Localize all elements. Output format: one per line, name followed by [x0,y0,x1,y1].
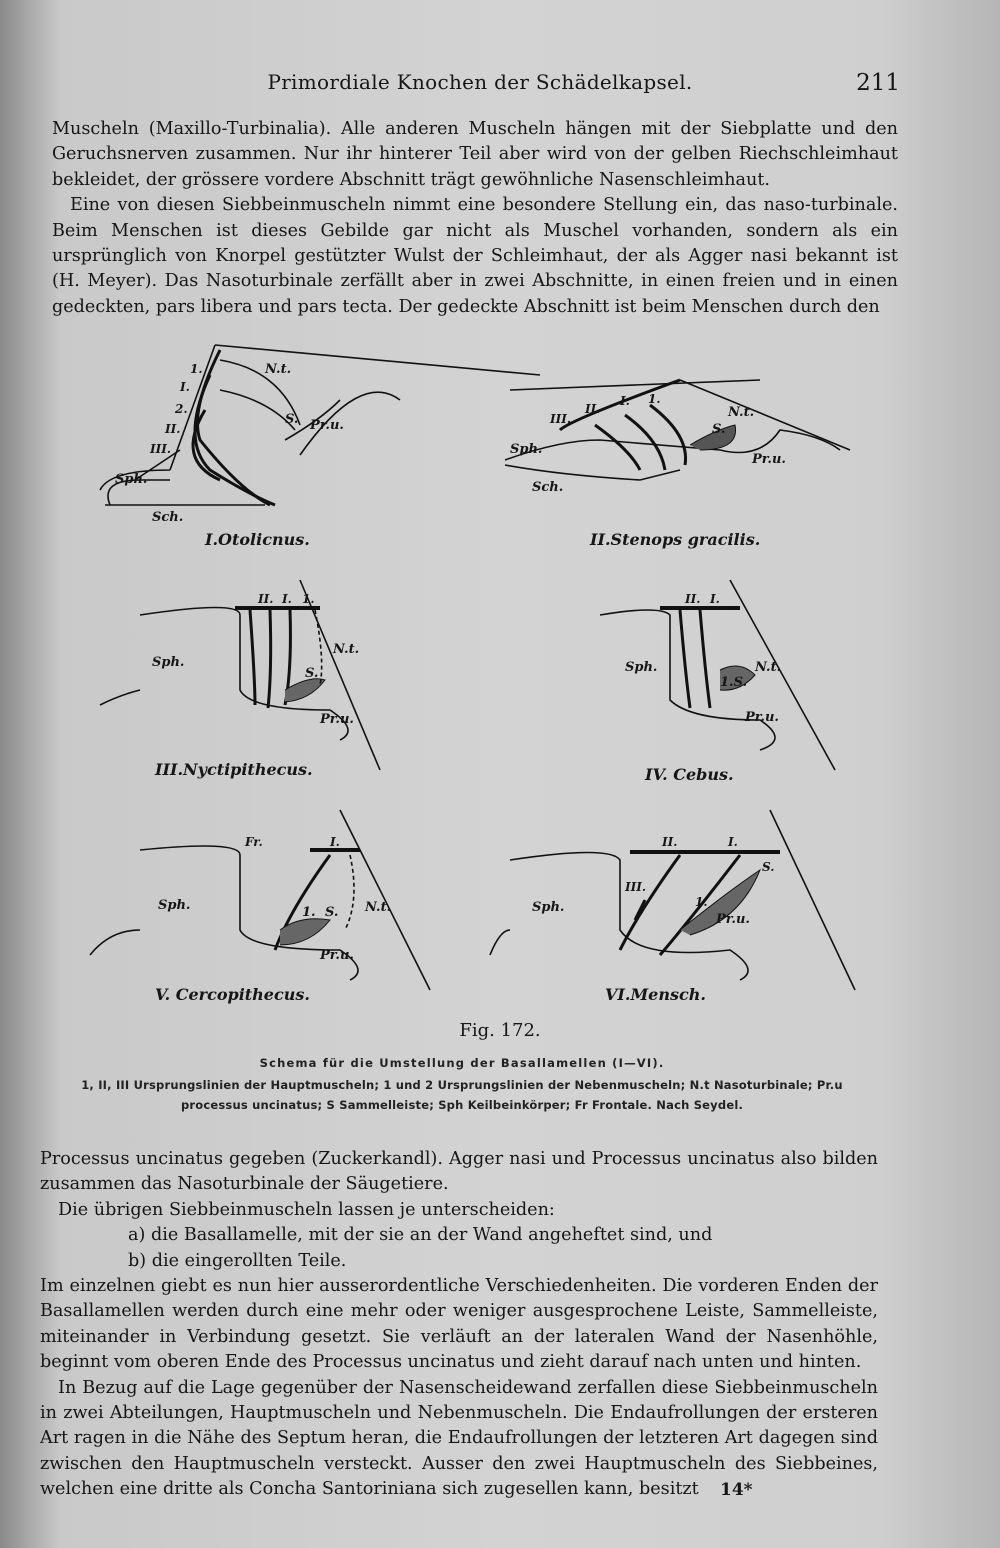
paragraph: Muscheln (Maxillo-Turbinalia). Alle anderen Muscheln hängen mit der Siebplatte und den Geruchsnerven zusammen. Nur ihr hinterer Teil aber wird von der gelben Riechschleimhaut bekleidet, der grössere vordere Abschnitt trägt gewöhnliche Nasenschleimhaut. [52,119,898,190]
figure-label: Pr.u. [745,710,779,725]
figure-label: 1. [695,895,708,909]
figure-label: Fr. [245,835,263,849]
figure-label: III. [550,412,572,426]
body-text-bottom [40,1147,878,1503]
page-number: 211 [856,70,900,96]
figure-label: S. [762,860,775,874]
panel-title: IV. Cebus. [645,765,734,784]
figure-label: S. [305,666,319,681]
figure-label: Sph. [510,442,543,457]
figure-caption-legend: processus uncinatus; S Sammelleiste; Sph Keilbeinkörper; Fr Frontale. Nach Seydel. [180,1098,744,1112]
paragraph: Die übrigen Siebbeinmuscheln lassen je unterscheiden: [58,1199,555,1220]
paragraph: Im einzelnen giebt es nun hier ausserordentliche Verschiedenheiten. Die vorderen Enden der Basallamellen werden durch eine mehr oder weniger ausgesprochene Leiste, Sammelleiste, miteinander in Verbindung gesetzt. Sie verläuft an der lateralen Wand der Nasenhöhle, beginnt vom oberen Ende des Processus uncinatus und zieht darauf nach unten und hinten. [40,1276,878,1373]
panel-title: VI.Mensch. [605,985,706,1004]
figure-label: II. [585,402,601,416]
figure-label: Sch. [152,510,184,525]
paragraph: Processus uncinatus gegeben (Zuckerkandl). Agger nasi und Processus uncinatus also bilden zusammen das Nasoturbinale der Säugetiere. [40,1149,878,1195]
list-item: a) die Basallamelle, mit der sie an der Wand angeheftet sind, und [128,1225,713,1246]
figure-label: I. [330,835,340,849]
figure-label: 1. [302,592,315,606]
figure-label: II. [258,592,274,606]
figure-label: S. [325,905,339,920]
figure-label: III. [625,880,647,894]
figure-label: I. [180,380,190,394]
figure-label: 1.S. [720,675,748,690]
figure-label: Pr.u. [320,948,354,963]
figure-label: II. [165,422,181,436]
panel-title: I.Otolicnus. [205,530,310,549]
paragraph: In Bezug auf die Lage gegenüber der Nasenscheidewand zerfallen diese Siebbeinmuscheln in zwei Abteilungen, Hauptmuscheln und Nebenmuscheln. Die Endaufrollungen der ersteren Art ragen in die Nähe des Septum heran, die Endaufrollungen der letzteren Art dagegen sind zwischen den Hauptmuscheln versteckt. Ausser den zwei Hauptmuscheln des Siebbeines, welchen eine dritte als Concha Santoriniana sich zugesellen kann, besitzt [40,1377,878,1500]
figure-172 [40,330,920,1020]
figure-label: Sph. [152,655,185,670]
figure-label: I. [620,394,630,408]
figure-label: Sph. [115,472,148,487]
figure-caption-legend: 1, II, III Ursprungslinien der Hauptmuscheln; 1 und 2 Ursprungslinien der Nebenmuscheln; N.t Nasoturbinale; Pr.u [81,1078,843,1092]
page-header [60,70,900,104]
body-text-top [52,117,898,320]
figure-label: I. [710,592,720,606]
figure-label: 1. [302,905,316,920]
signature-mark: 14* [720,1480,753,1500]
figure-label: 1. [648,392,661,406]
figure-label: N.t. [728,405,755,420]
panel-title: V. Cercopithecus. [155,985,310,1004]
figure-number: Fig. 172. [459,1020,541,1041]
paragraph: Eine von diesen Siebbeinmuscheln nimmt eine besondere Stellung ein, das naso-turbinale. Beim Menschen ist dieses Gebilde gar nicht als Muschel vorhanden, sondern als ein ursprünglich von Knorpel gestützter Wulst der Schleimhaut, der als Agger nasi bekannt ist (H. Meyer). Das Nasoturbinale zerfällt aber in zwei Abschnitte, in einen freien und in einen gedeckten, pars libera und pars tecta. Der gedeckte Abschnitt ist beim Menschen durch den [52,195,898,317]
figure-label: I. [728,835,738,849]
figure-label: Sph. [158,898,191,913]
figure-label: Sch. [532,480,564,495]
figure-label: Sph. [625,660,658,675]
figure-label: Pr.u. [752,452,786,467]
panel-title: III.Nyctipithecus. [155,760,313,779]
list-item: b) die eingerollten Teile. [128,1250,347,1271]
figure-label: N.t. [365,900,392,915]
figure-label: N.t. [265,362,292,377]
figure-label: Pr.u. [310,418,344,433]
figure-caption-title: Schema für die Umstellung der Basallamellen (I—VI). [259,1056,665,1070]
figure-label: Pr.u. [320,712,354,727]
figure-label: III. [150,442,172,456]
figure-label: S. [712,422,726,437]
figure-label: I. [282,592,292,606]
figure-label: II. [662,835,678,849]
figure-label: N.t. [755,660,782,675]
figure-label: S. [285,412,299,427]
figure-label: 1. [190,362,203,376]
figure-label: Pr.u. [716,912,750,927]
panel-title: II.Stenops gracilis. [590,530,761,549]
figure-label: II. [685,592,701,606]
figure-label: 2. [175,402,188,416]
figure-label: N.t. [333,642,360,657]
running-title: Primordiale Knochen der Schädelkapsel. [267,70,693,94]
figure-label: Sph. [532,900,565,915]
